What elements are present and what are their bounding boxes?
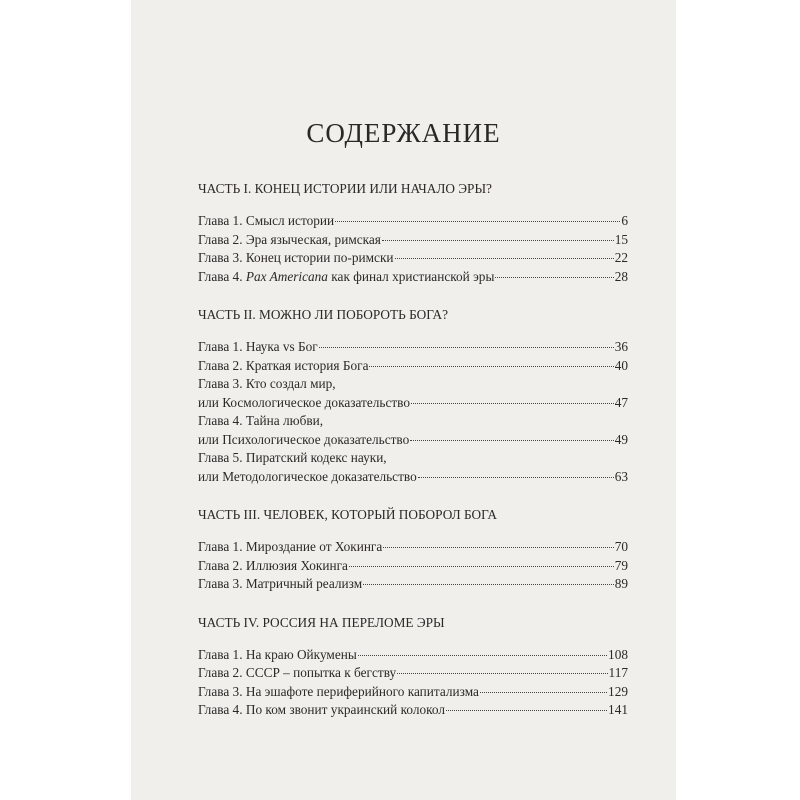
entry-label-prefix: Глава 4.: [198, 268, 246, 284]
toc-entry: [198, 701, 628, 720]
part-entries: [198, 338, 628, 486]
toc-entry: [198, 231, 628, 250]
entry-label-suffix: как финал христианской эры: [327, 268, 495, 284]
toc-entry: [198, 268, 628, 287]
toc-entry: [198, 412, 628, 431]
toc-entry: [198, 575, 628, 594]
dot-leader: [410, 440, 613, 441]
entry-page: 79: [614, 557, 628, 573]
entry-page: 22: [614, 250, 628, 265]
entry-label: Глава 1. Наука vs Бог: [198, 339, 318, 354]
dot-leader: [349, 566, 614, 567]
toc-entry: [198, 338, 628, 357]
dot-leader: [358, 655, 607, 656]
entry-page: 40: [614, 357, 628, 373]
book-page: [131, 0, 676, 800]
entry-page: 129: [608, 683, 628, 699]
entry-page: 70: [614, 539, 628, 554]
entry-label: Глава 4. По ком звонит украинский колокол: [198, 702, 446, 717]
entry-page: 6: [621, 213, 628, 228]
part-entries: [198, 646, 628, 720]
entry-page: 89: [614, 576, 628, 591]
entry-label-italic: Pax Americana: [245, 268, 328, 284]
entry-page: 117: [608, 665, 628, 680]
entry-label: Глава 2. СССР – попытка к бегству: [198, 665, 397, 680]
toc-entry: [198, 394, 628, 413]
toc-entry: [198, 538, 628, 557]
dot-leader: [335, 221, 620, 222]
dot-leader: [319, 347, 614, 348]
toc-entry: [198, 646, 628, 665]
toc-entry: [198, 357, 628, 376]
dot-leader: [363, 584, 614, 585]
part-heading: ЧАСТЬ I. КОНЕЦ ИСТОРИИ ИЛИ НАЧАЛО ЭРЫ?: [198, 181, 492, 196]
dot-leader: [382, 240, 614, 241]
part-entries: [198, 212, 628, 286]
toc-entry: [198, 431, 628, 450]
entry-page: 63: [614, 468, 628, 484]
entry-page: 36: [614, 339, 628, 354]
entry-label: Глава 3. Конец истории по-римски: [198, 250, 394, 265]
toc-entry: [198, 375, 628, 394]
entry-label: Глава 2. Эра языческая, римская: [198, 231, 381, 247]
part-entries: [198, 538, 628, 594]
entry-label: или Космологическое доказательство: [198, 394, 411, 410]
entry-label: или Психологическое доказательство: [198, 431, 410, 447]
entry-page: 49: [614, 431, 628, 447]
entry-page: 141: [608, 702, 628, 717]
dot-leader: [369, 366, 613, 367]
toc-entry: [198, 249, 628, 268]
entry-label: Глава 5. Пиратский кодекс науки,: [198, 450, 387, 465]
dot-leader: [395, 258, 614, 259]
toc-entry: [198, 212, 628, 231]
entry-label: Глава 1. Мироздание от Хокинга: [198, 539, 383, 554]
entry-label: Глава 2. Иллюзия Хокинга: [198, 557, 348, 573]
entry-label: или Методологическое доказательство: [198, 468, 417, 484]
entry-label: Глава 1. Смысл истории: [198, 213, 335, 228]
entry-label: Глава 3. Кто создал мир,: [198, 376, 336, 391]
toc-entry: [198, 468, 628, 487]
dot-leader: [411, 403, 614, 404]
part-heading: ЧАСТЬ III. ЧЕЛОВЕК, КОТОРЫЙ ПОБОРОЛ БОГА: [198, 507, 497, 522]
dot-leader: [495, 277, 613, 278]
entry-label: Глава 3. На эшафоте периферийного капитализма: [198, 683, 479, 699]
entry-label: [198, 268, 494, 287]
dot-leader: [397, 673, 607, 674]
table-of-contents: [198, 178, 628, 738]
dot-leader: [418, 477, 614, 478]
entry-label: Глава 3. Матричный реализм: [198, 576, 363, 591]
page-title: СОДЕРЖАНИЕ: [306, 118, 501, 148]
entry-label: Глава 1. На краю Ойкумены: [198, 646, 357, 662]
entry-page: 108: [608, 646, 628, 662]
toc-entry: [198, 557, 628, 576]
part-heading: ЧАСТЬ II. МОЖНО ЛИ ПОБОРОТЬ БОГА?: [198, 307, 449, 322]
dot-leader: [480, 692, 607, 693]
toc-entry: [198, 664, 628, 683]
toc-entry: [198, 683, 628, 702]
entry-page: 28: [614, 268, 628, 284]
dot-leader: [446, 710, 607, 711]
dot-leader: [383, 547, 613, 548]
entry-label: Глава 2. Краткая история Бога: [198, 357, 369, 373]
entry-page: 47: [614, 394, 628, 410]
entry-page: 15: [614, 231, 628, 247]
toc-entry: [198, 449, 628, 468]
entry-label: Глава 4. Тайна любви,: [198, 413, 324, 428]
part-heading: ЧАСТЬ IV. РОССИЯ НА ПЕРЕЛОМЕ ЭРЫ: [198, 614, 445, 630]
